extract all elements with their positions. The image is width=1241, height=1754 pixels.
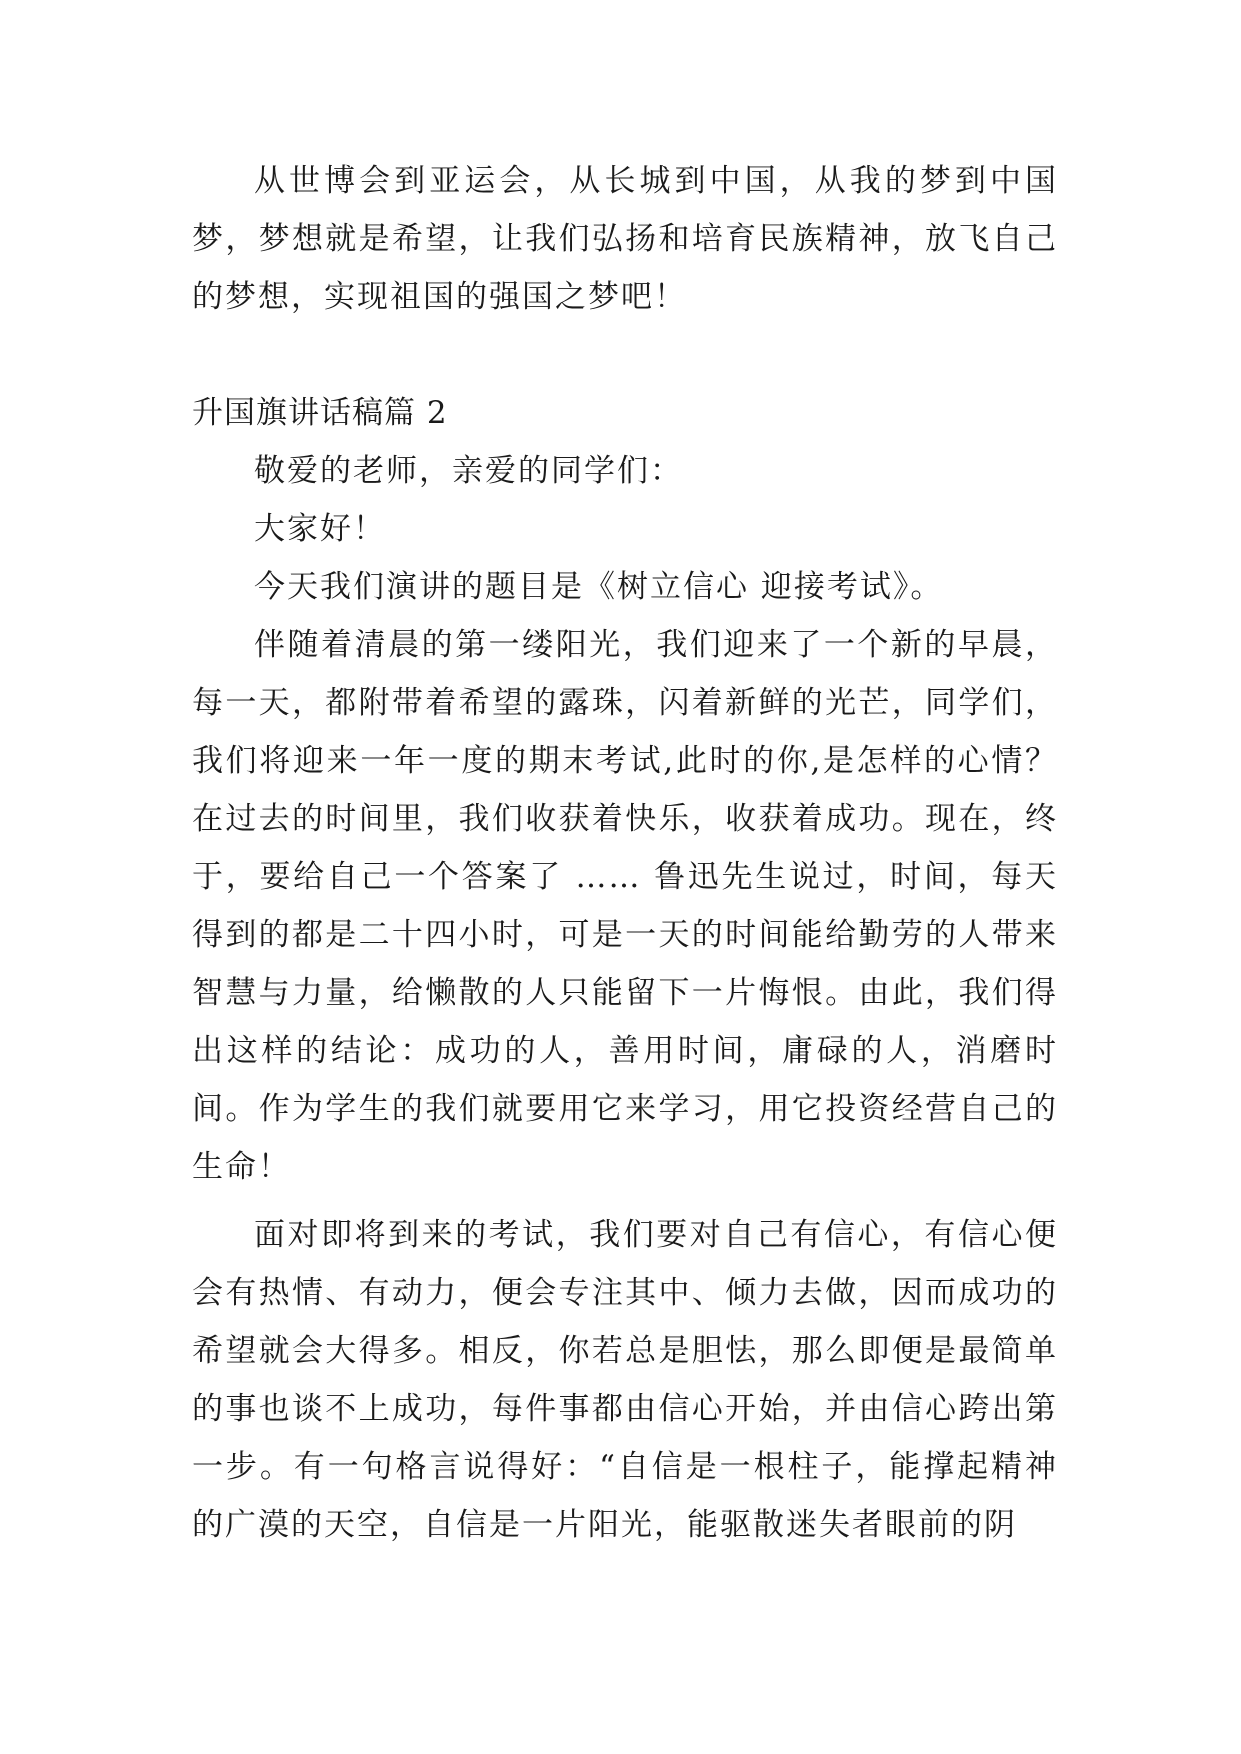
section-spacer	[192, 326, 1058, 384]
body-paragraph-1: 伴随着清晨的第一缕阳光，我们迎来了一个新的早晨，每一天，都附带着希望的露珠，闪着新鲜的光芒，同学们，我们将迎来一年一度的期末考试,此时的你,是怎样的心情？在过去的时间里，我们收获着快乐，收获着成功。现在，终于，要给自己一个答案了 …… 鲁迅先生说过，时间，每天得到的都是二十四小时，可是一天的时间能给勤劳的人带来智慧与力量，给懒散的人只能留下一片悔恨。由此，我们得出这样的结论：成功的人，善用时间，庸碌的人，消磨时间。作为学生的我们就要用它来学习，用它投资经营自己的生命！	[192, 627, 1058, 1185]
paragraph-spacer	[192, 1196, 1058, 1206]
hello-line: 大家好！	[254, 511, 386, 547]
section-title: 升国旗讲话稿篇 2	[192, 395, 448, 431]
intro-paragraph: 从世博会到亚运会，从长城到中国，从我的梦到中国梦，梦想就是希望，让我们弘扬和培育民族精神，放飞自己的梦想，实现祖国的强国之梦吧！	[192, 163, 1058, 315]
body-paragraph-2: 面对即将到来的考试，我们要对自己有信心，有信心便会有热情、有动力，便会专注其中、倾力去做，因而成功的希望就会大得多。相反，你若总是胆怯，那么即便是最简单的事也谈不上成功，每件事都由信心开始，并由信心跨出第一步。有一句格言说得好：“自信是一根柱子，能撑起精神的广漠的天空，自信是一片阳光，能驱散迷失者眼前的阴	[192, 1217, 1058, 1543]
document-body	[192, 152, 1058, 1554]
topic-line: 今天我们演讲的题目是《树立信心 迎接考试》。	[254, 569, 944, 605]
greeting-line: 敬爱的老师，亲爱的同学们：	[254, 453, 683, 489]
